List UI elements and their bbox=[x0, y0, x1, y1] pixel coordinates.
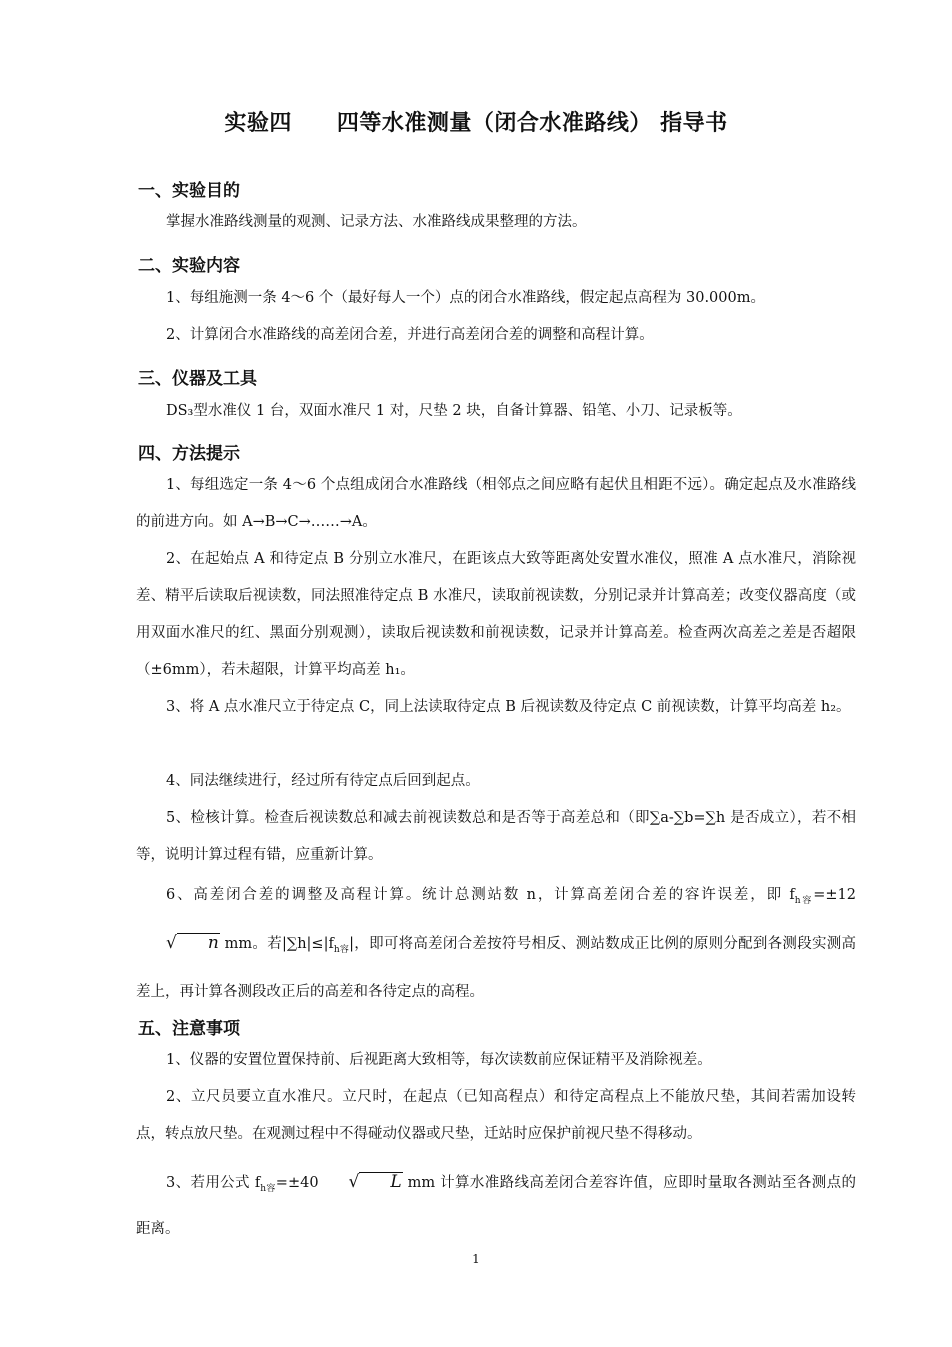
method-6-subscript-a: h容 bbox=[794, 895, 814, 906]
section-heading-purpose: 一、实验目的 bbox=[138, 181, 240, 201]
paragraph-content-2: 2、计算闭合水准路线的高差闭合差，并进行高差闭合差的调整和高程计算。 bbox=[166, 327, 654, 343]
notes-3-subscript: h容 bbox=[260, 1183, 276, 1194]
page-title: 实验四 四等水准测量（闭合水准路线） 指导书 bbox=[224, 111, 728, 136]
sqrt-n-radicand: n bbox=[177, 933, 220, 952]
sqrt-n-formula: √ n bbox=[166, 932, 219, 953]
section-heading-method: 四、方法提示 bbox=[138, 444, 240, 464]
method-6-subscript-b: h容 bbox=[333, 944, 350, 955]
notes-3-text-b: =±40 bbox=[275, 1175, 319, 1191]
paragraph-method-4: 4、同法继续进行，经过所有待定点后回到起点。 bbox=[166, 773, 480, 789]
paragraph-notes-2: 2、立尺员要立直水准尺。立尺时，在起点（已知高程点）和待定高程点上不能放尺垫，其间若需加设转点，转点放尺垫。在观测过程中不得碰动仪器或尺垫，迁站时应保护前视尺垫不得移动。 bbox=[136, 1089, 856, 1142]
sqrt-l-radicand: L bbox=[359, 1172, 402, 1191]
paragraph-instruments: DS₃型水准仪 1 台，双面水准尺 1 对，尺垫 2 块，自备计算器、铅笔、小刀、记录板等。 bbox=[166, 403, 742, 419]
method-6-text-c: mm。若|∑h|≤|f bbox=[219, 935, 334, 952]
page-number: 1 bbox=[472, 1252, 480, 1266]
paragraph-notes-1: 1、仪器的安置位置保持前、后视距离大致相等，每次读数前应保证精平及消除视差。 bbox=[166, 1052, 712, 1068]
section-heading-notes: 五、注意事项 bbox=[138, 1019, 240, 1039]
paragraph-method-2: 2、在起始点 A 和待定点 B 分别立水准尺，在距该点大致等距离处安置水准仪，照准 A 点水准尺，消除视差、精平后读取后视读数，同法照准待定点 B 水准尺，读取前视读数，分别记录并计算高差；改变仪器高度（或用双面水准尺的红、黑面分别观测），读取后视读数和前视读数，记录并计算高差。检查两次高差之差是否超限（±6mm），若未超限，计算平均高差 h₁。 bbox=[136, 551, 856, 678]
notes-3-text-c: mm 计算水准路线高差闭合差容许值，应即时量取各测站至各测点的距离。 bbox=[136, 1175, 857, 1237]
section-heading-content: 二、实验内容 bbox=[138, 256, 240, 276]
notes-3-text-a: 3、若用公式 f bbox=[166, 1175, 261, 1191]
method-6-text-a: 6、高差闭合差的调整及高程计算。统计总测站数 n，计算高差闭合差的容许误差，即 f bbox=[166, 887, 795, 903]
paragraph-purpose: 掌握水准路线测量的观测、记录方法、水准路线成果整理的方法。 bbox=[166, 214, 587, 230]
paragraph-method-5: 5、检核计算。检查后视读数总和减去前视读数总和是否等于高差总和（即∑a-∑b=∑h 是否成立），若不相等，说明计算过程有错，应重新计算。 bbox=[136, 810, 856, 863]
paragraph-content-1: 1、每组施测一条 4～6 个（最好每人一个）点的闭合水准路线，假定起点高程为 30.000m。 bbox=[166, 290, 765, 306]
paragraph-method-1: 1、每组选定一条 4～6 个点组成闭合水准路线（相邻点之间应略有起伏且相距不远）。确定起点及水准路线的前进方向。如 A→B→C→……→A。 bbox=[136, 477, 856, 530]
method-6-text-d: |，即可将高差闭合差按符号相反、测站数成正比例的原则分配到各测段实测高差上，再计算各测段改正后的高差和各待定点的高程。 bbox=[136, 935, 856, 1000]
method-6-text-b: =±12 bbox=[813, 887, 856, 903]
paragraph-notes-3 bbox=[136, 1162, 856, 1249]
section-heading-instruments: 三、仪器及工具 bbox=[138, 369, 257, 389]
sqrt-l-formula: √ L bbox=[348, 1172, 402, 1192]
paragraph-method-6 bbox=[136, 874, 856, 1013]
paragraph-method-3: 3、将 A 点水准尺立于待定点 C，同上法读取待定点 B 后视读数及待定点 C 前视读数，计算平均高差 h₂。 bbox=[166, 699, 851, 715]
